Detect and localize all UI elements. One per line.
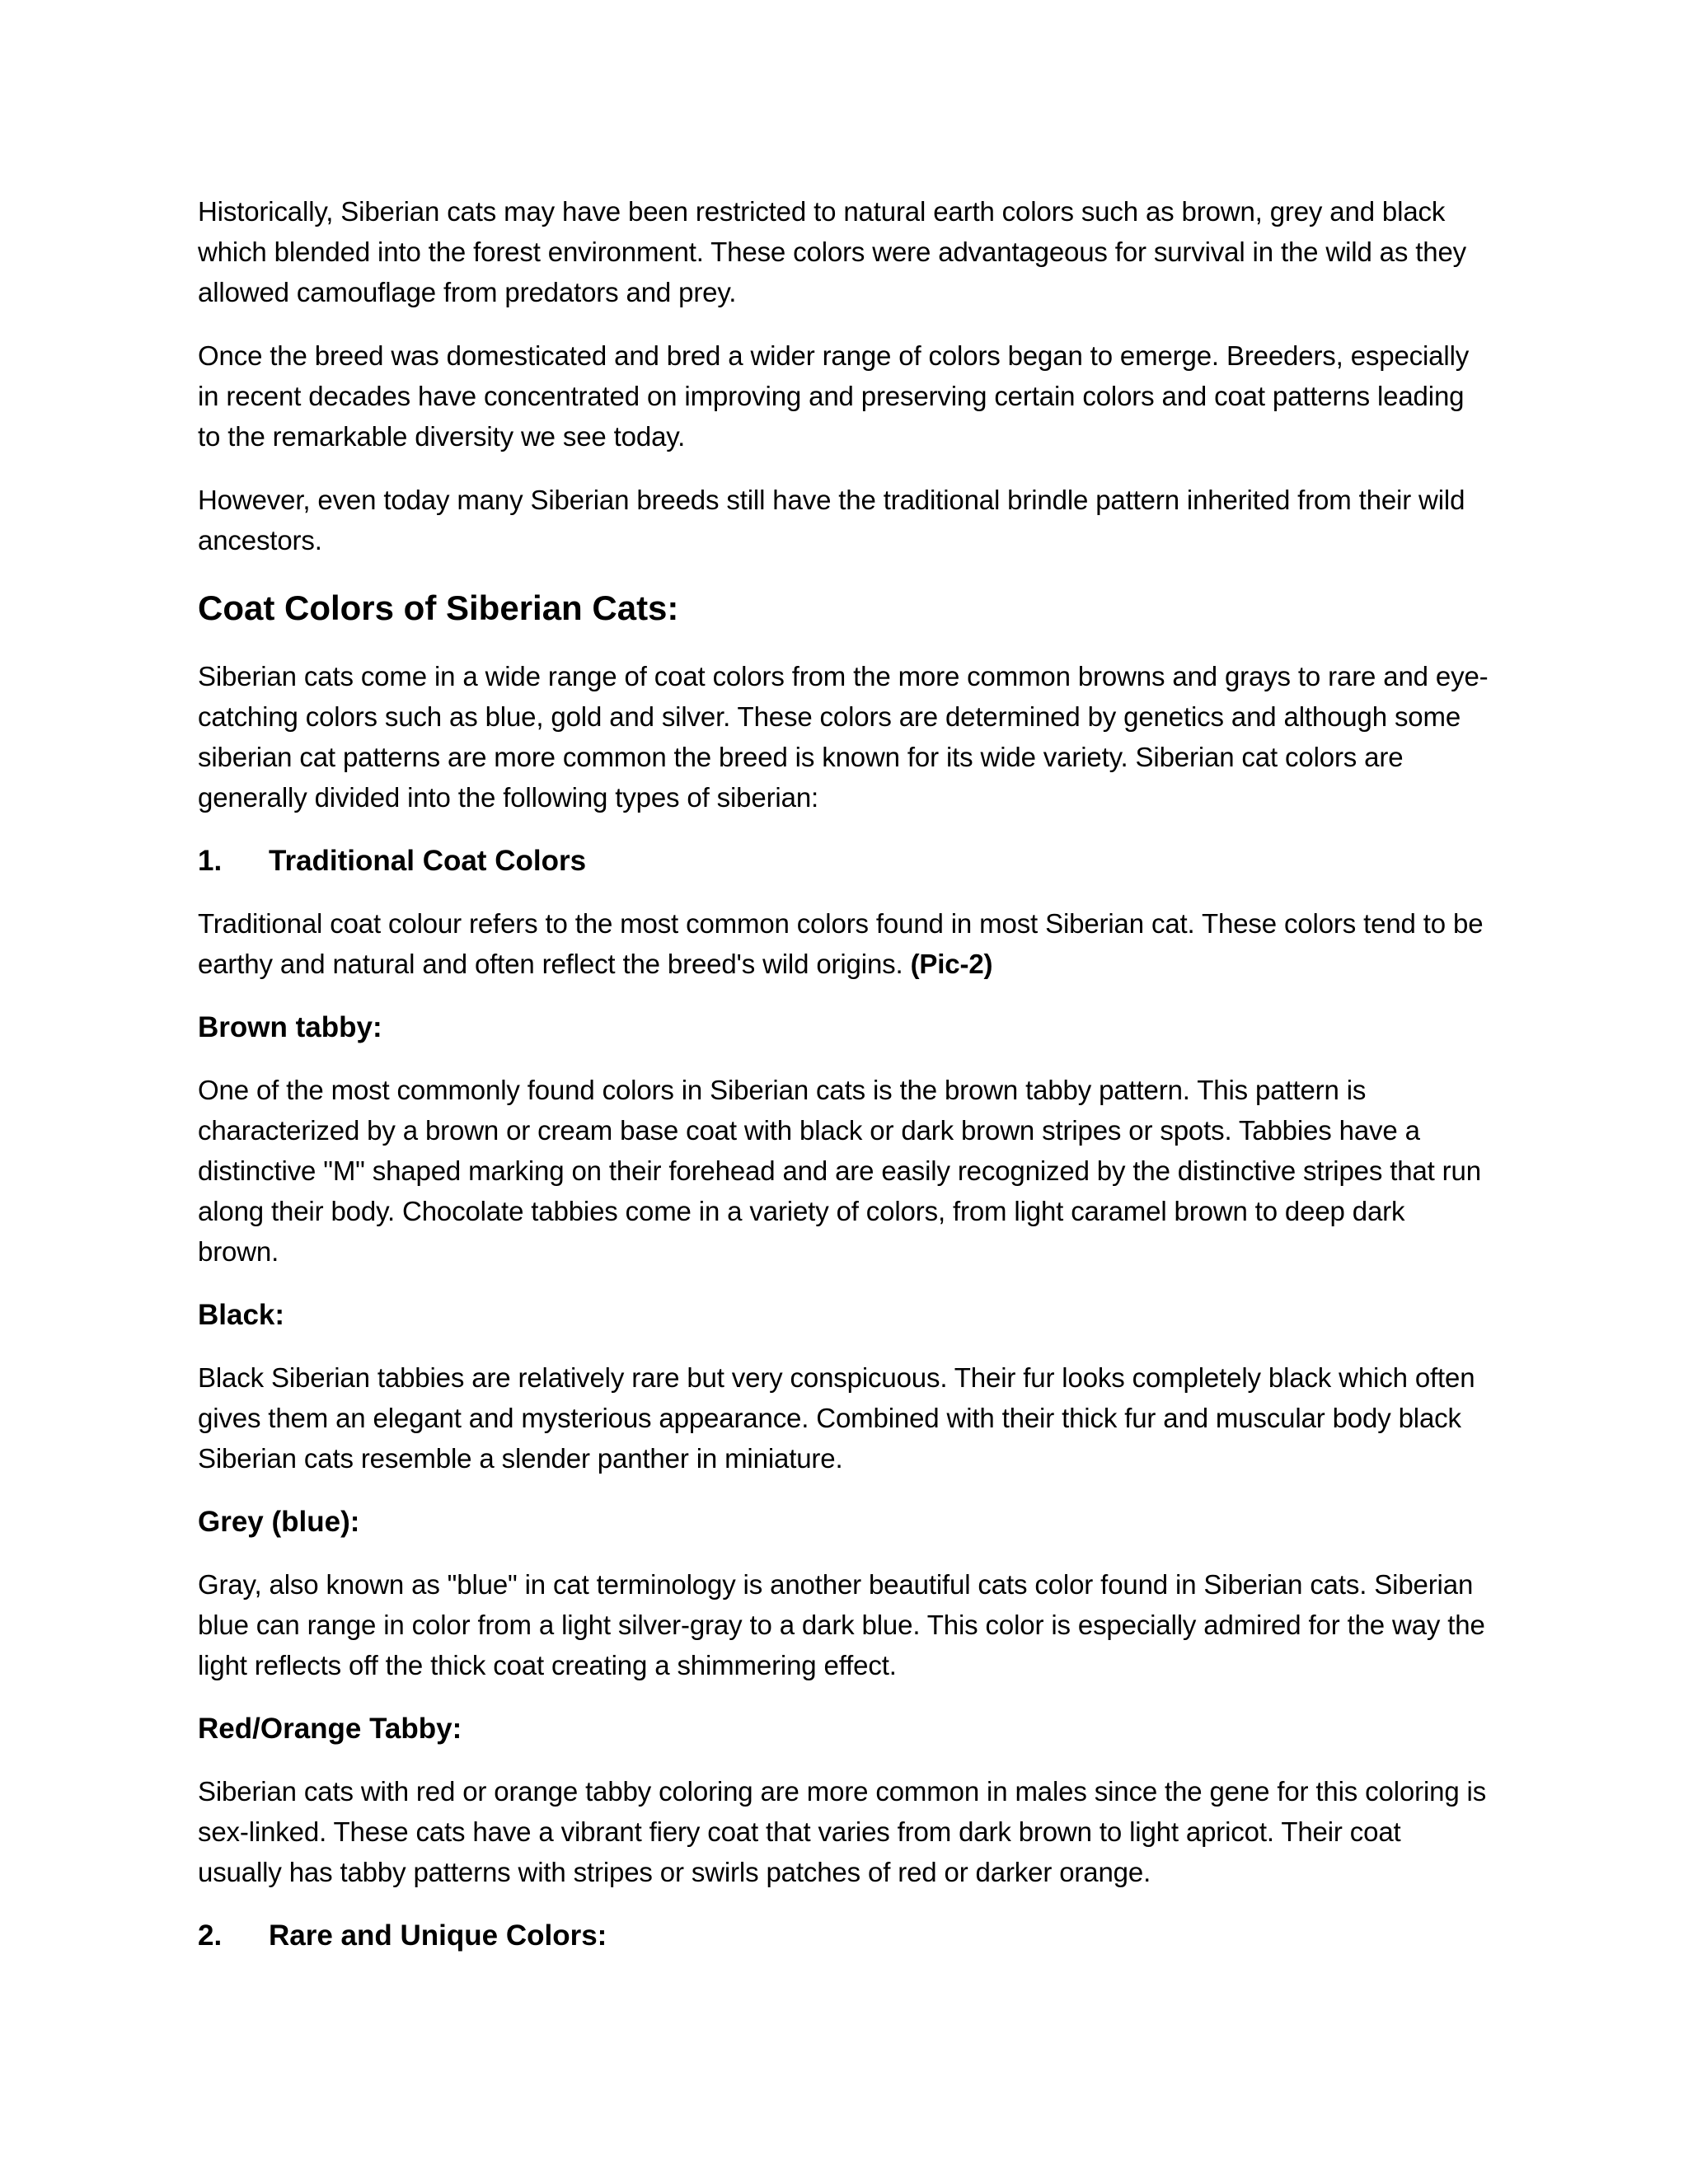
color-heading-black: Black: (198, 1299, 285, 1331)
color-text-red-orange-tabby: Siberian cats with red or orange tabby coloring are more common in males since the gene for this coloring is sex-linked. These cats have a vibrant fiery coat that varies from dark brown to light apricot. Their coat usually has tabby patterns with stripes or swirls patches of red or darker orange. (198, 1776, 1487, 1887)
color-text-grey-blue: Gray, also known as "blue" in cat terminology is another beautiful cats color found in Siberian cats. Siberian blue can range in color from a light silver-gray to a dark blue. This color is especially admired for the way the light reflects off the thick coat creating a shimmering effect. (198, 1569, 1485, 1680)
list-item-rare-unique (198, 1915, 1492, 1957)
list-title: Rare and Unique Colors: (269, 1919, 607, 1952)
traditional-intro (198, 903, 1492, 984)
section-heading: Coat Colors of Siberian Cats: (198, 588, 679, 627)
document-page (198, 191, 1492, 1978)
color-text-brown-tabby: One of the most commonly found colors in Siberian cats is the brown tabby pattern. This pattern is characterized by a brown or cream base coat with black or dark brown stripes or spots. Tabbies have a distinctive "M" shaped marking on their forehead and are easily recognized by the distinctive stripes that run along their body. Chocolate tabbies come in a variety of colors, from light caramel brown to deep dark brown. (198, 1075, 1481, 1267)
pic-reference: (Pic-2) (910, 949, 993, 979)
color-text-black: Black Siberian tabbies are relatively rare but very conspicuous. Their fur looks completely black which often gives them an elegant and mysterious appearance. Combined with their thick fur and muscular body black Siberian cats resemble a slender panther in miniature. (198, 1362, 1475, 1474)
list-number: 2. (198, 1919, 223, 1952)
intro-paragraph-1: Historically, Siberian cats may have been restricted to natural earth colors such as brown, grey and black which blended into the forest environment. These colors were advantageous for survival in the wild as they allowed camouflage from predators and prey. (198, 196, 1467, 307)
list-item-traditional (198, 841, 1492, 882)
traditional-intro-text: Traditional coat colour refers to the most common colors found in most Siberian cat. These colors tend to be earthy and natural and often reflect the breed's wild origins. (198, 908, 1484, 979)
list-number: 1. (198, 845, 223, 877)
list-title: Traditional Coat Colors (269, 845, 587, 877)
color-heading-grey-blue: Grey (blue): (198, 1506, 360, 1538)
intro-paragraph-3: However, even today many Siberian breeds still have the traditional brindle pattern inherited from their wild ancestors. (198, 485, 1465, 555)
section-intro: Siberian cats come in a wide range of coat colors from the more common browns and grays to rare and eye-catching colors such as blue, gold and silver. These colors are determined by genetics and although some siberian cat patterns are more common the breed is known for its wide variety. Siberian cat colors are generally divided into the following types of siberian: (198, 661, 1489, 813)
intro-paragraph-2: Once the breed was domesticated and bred a wider range of colors began to emerge. Breeders, especially in recent decades have concentrated on improving and preserving certain colors and coat patterns leading to the remarkable diversity we see today. (198, 340, 1470, 452)
color-heading-brown-tabby: Brown tabby: (198, 1011, 382, 1043)
color-heading-red-orange-tabby: Red/Orange Tabby: (198, 1713, 462, 1745)
